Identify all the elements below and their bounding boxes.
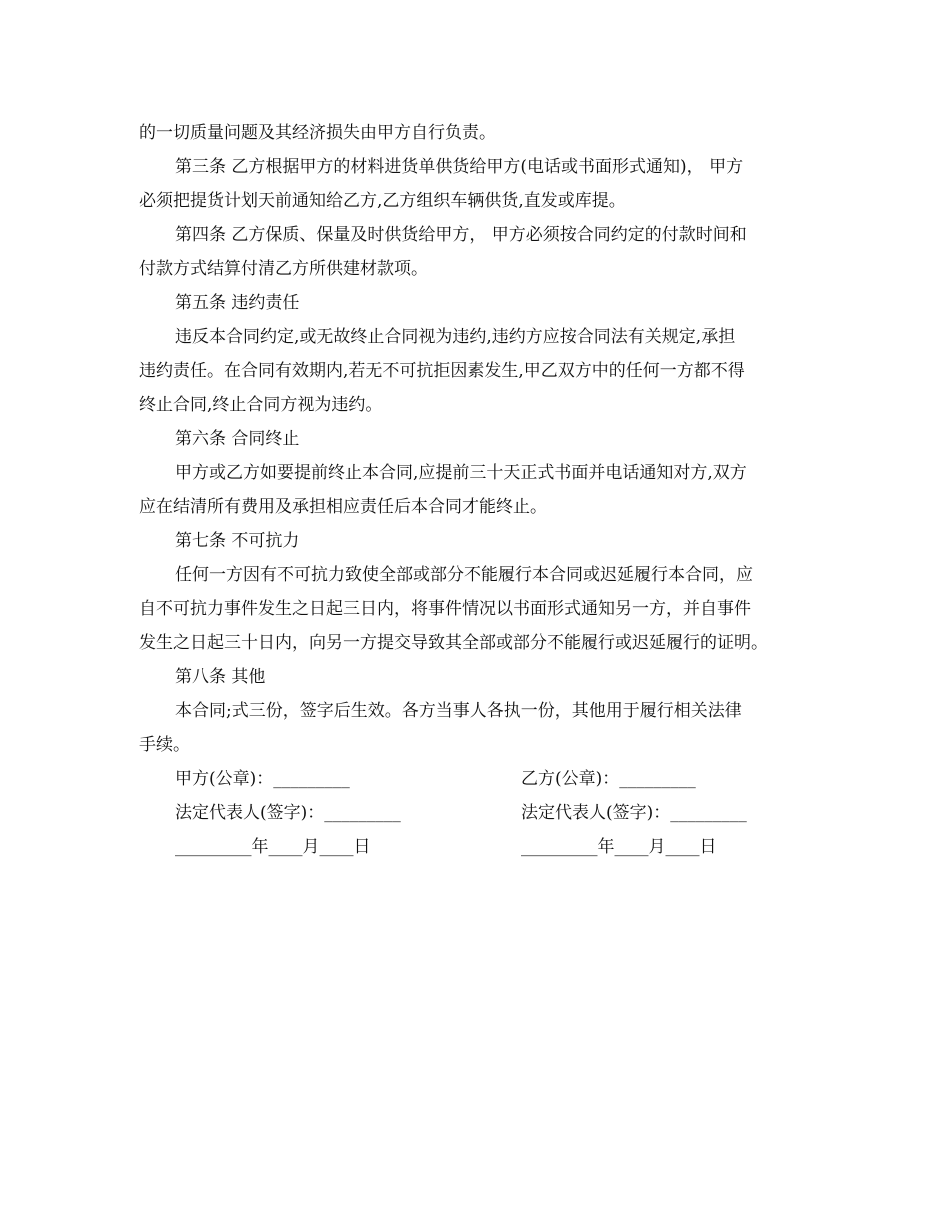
- text-line: 任何一方因有不可抗力致使全部或部分不能履行本合同或迟延履行本合同，应: [175, 565, 753, 585]
- article-heading: 第八条 其他: [175, 667, 266, 687]
- article-heading: 第七条 不可抗力: [175, 531, 300, 551]
- text-line: 手续。: [139, 735, 190, 755]
- text-line: 的一切质量问题及其经济损失由甲方自行负责。: [139, 123, 496, 143]
- text-line: 违约责任。在合同有效期内,若无不可抗拒因素发生,甲乙双方中的任何一方都不得: [139, 361, 745, 381]
- party-a-date-field: _________年____月____日: [175, 837, 371, 857]
- text-line: 必须把提货计划天前通知给乙方,乙方组织车辆供货,直发或库提。: [139, 191, 626, 211]
- text-line: 第四条 乙方保质、保量及时供货给甲方， 甲方必须按合同约定的付款时间和: [175, 225, 747, 245]
- article-heading: 第五条 违约责任: [175, 293, 300, 313]
- text-line: 发生之日起三十日内，向另一方提交导致其全部或部分不能履行或迟延履行的证明。: [139, 633, 768, 653]
- party-a-seal-field: 甲方(公章)：_________: [175, 769, 350, 789]
- text-line: 本合同;式三份，签字后生效。各方当事人各执一份，其他用于履行相关法律: [175, 701, 742, 721]
- text-line: 终止合同,终止合同方视为违约。: [139, 395, 383, 415]
- signature-row-seal: [139, 762, 811, 796]
- text-line: 应在结清所有费用及承担相应责任后本合同才能终止。: [139, 497, 547, 517]
- text-line: 第三条 乙方根据甲方的材料进货单供货给甲方(电话或书面形式通知)， 甲方: [175, 157, 744, 177]
- text-line: 自不可抗力事件发生之日起三日内，将事件情况以书面形式通知另一方，并自事件: [139, 599, 751, 619]
- text-line: 违反本合同约定,或无故终止合同视为违约,违约方应按合同法有关规定,承担: [175, 327, 736, 347]
- signature-row-date: [139, 830, 811, 864]
- article-heading: 第六条 合同终止: [175, 429, 300, 449]
- contract-body: [139, 116, 811, 864]
- party-b-date-field: _________年____月____日: [521, 837, 717, 857]
- signature-row-representative: [139, 796, 811, 830]
- party-b-representative-field: 法定代表人(签字)：_________: [521, 803, 747, 823]
- party-b-seal-field: 乙方(公章)：_________: [521, 769, 696, 789]
- text-line: 甲方或乙方如要提前终止本合同,应提前三十天正式书面并电话通知对方,双方: [175, 463, 747, 483]
- text-line: 付款方式结算付清乙方所供建材款项。: [139, 259, 428, 279]
- party-a-representative-field: 法定代表人(签字)：_________: [175, 803, 401, 823]
